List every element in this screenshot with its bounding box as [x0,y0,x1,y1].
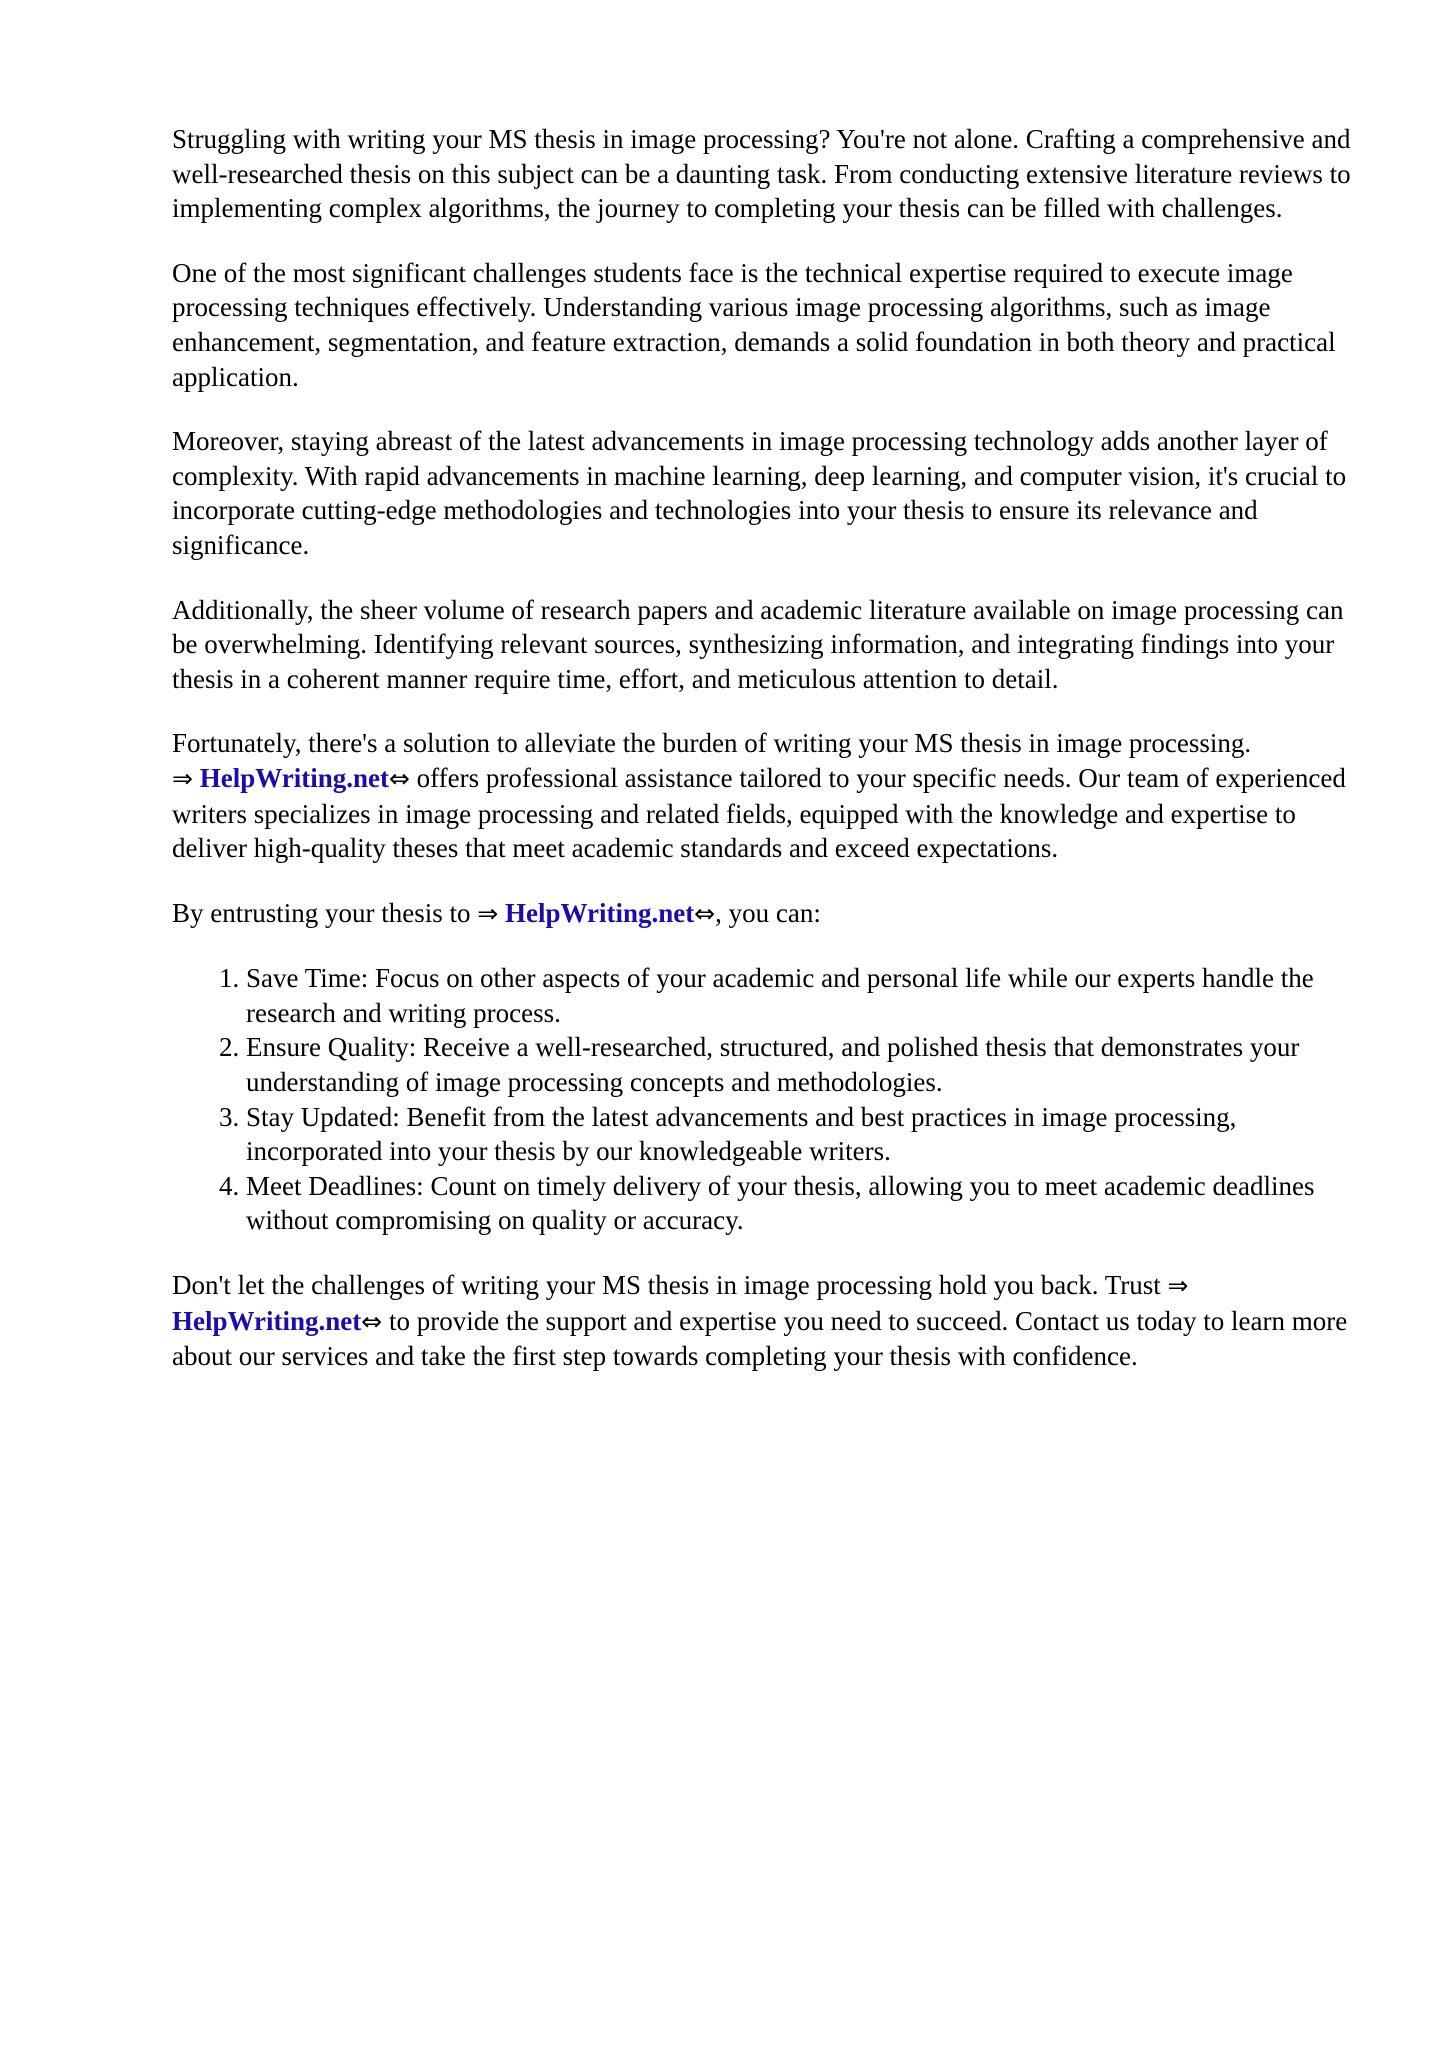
list-item: 4. Meet Deadlines: Count on timely delivery of your thesis, allowing you to meet academic deadlines without compromising on quality or accuracy. [246,1169,1372,1238]
closing-text-after: to provide the support and expertise you need to succeed. Contact us today to learn more about our services and take the first step towards completing your thesis with confidence. [172,1305,1348,1372]
paragraph-solution [172,726,1372,865]
paragraph-advancements: Moreover, staying abreast of the latest advancements in image processing technology adds another layer of complexity. With rapid advancements in machine learning, deep learning, and computer vision, it's crucial to incorporate cutting-edge methodologies and technologies into your thesis to ensure its relevance and significance. [172,426,1347,560]
document-body [172,122,1372,1404]
paragraph-technical-challenges: One of the most significant challenges students face is the technical expertise required to execute image processing techniques effectively. Understanding various image processing algorithms, such as image enhancement, segmentation, and feature extraction, demands a solid foundation in both theory and practical application. [172,257,1336,392]
arrow-both-icon: ⇔ [694,898,716,928]
list-item: 3. Stay Updated: Benefit from the latest advancements and best practices in image processing, incorporated into your thesis by our knowledgeable writers. [246,1100,1372,1169]
solution-text-before: Fortunately, there's a solution to alleviate the burden of writing your MS thesis in image processing. [172,728,1252,759]
list-item: 1. Save Time: Focus on other aspects of your academic and personal life while our experts handle the research and writing process. [246,961,1372,1030]
entrusting-text-before: By entrusting your thesis to [172,897,471,928]
list-item: 2. Ensure Quality: Receive a well-researched, structured, and polished thesis that demonstrates your understanding of image processing concepts and methodologies. [246,1030,1372,1099]
solution-text-after: offers professional assistance tailored to your specific needs. Our team of experienced writers specializes in image processing and related fields, equipped with the knowledge and expertise to deliver high-quality theses that meet academic standards and exceed expectations. [172,762,1346,864]
entrusting-text-after: , you can: [715,897,821,928]
arrow-both-icon: ⇔ [361,1306,383,1336]
closing-text-before: Don't let the challenges of writing your MS thesis in image processing hold you back. Trust [172,1270,1161,1301]
helpwriting-link[interactable]: HelpWriting.net [199,762,389,793]
paragraph-closing [172,1268,1372,1374]
arrow-right-icon: ⇒ [477,898,499,928]
arrow-right-icon: ⇒ [172,763,193,793]
helpwriting-link[interactable]: HelpWriting.net [504,897,695,928]
paragraph-research-volume: Additionally, the sheer volume of research papers and academic literature available on image processing can be overwhelming. Identifying relevant sources, synthesizing information, and integrating findings into your thesis in a coherent manner require time, effort, and meticulous attention to detail. [172,594,1344,694]
benefits-list [172,961,1372,1238]
paragraph-intro: Struggling with writing your MS thesis in image processing? You're not alone. Crafting a comprehensive and well-researched thesis on this subject can be a daunting task. From conducting extensive literature reviews to implementing complex algorithms, the journey to completing your thesis can be filled with challenges. [172,124,1351,224]
arrow-right-icon: ⇒ [1167,1271,1189,1301]
arrow-both-icon: ⇔ [388,763,410,793]
paragraph-entrusting [172,896,1372,932]
helpwriting-link[interactable]: HelpWriting.net [172,1305,362,1336]
